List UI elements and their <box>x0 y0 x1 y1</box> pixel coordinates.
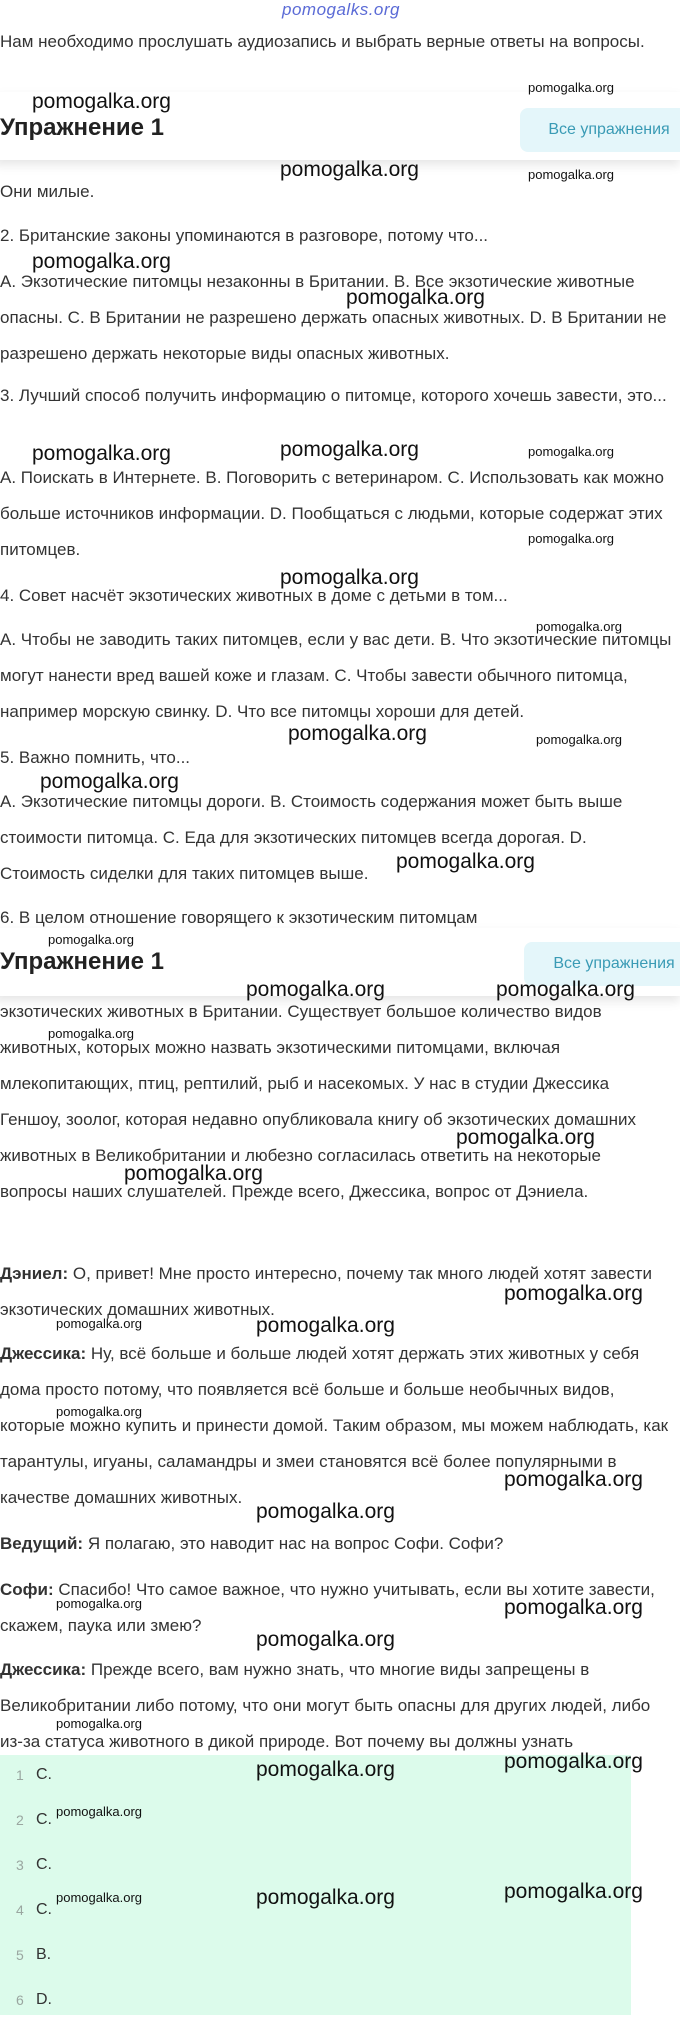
watermark: pomogalka.org <box>504 1596 643 1619</box>
answer-number: 2 <box>16 1812 24 1828</box>
watermark: pomogalka.org <box>280 438 419 461</box>
watermark: pomogalka.org <box>396 850 535 873</box>
answer-value: C. <box>36 1766 52 1783</box>
transcript-paragraph: экзотических животных в Британии. Существует большое количество видов животных, которых можно назвать экзотическими питомцами, включая млекопитающих, птиц, рептилий, рыб и насекомых. У нас в студии Джессика Геншоу, зоолог, которая недавно опубликовала книгу об экзотических домашних животных в Великобритании и любезно согласилась ответить на некоторые вопросы наших слушателей. Прежде всего, Джессика, вопрос от Дэниела. <box>0 1002 637 1201</box>
question-2-options: A. Экзотические питомцы незаконны в Британии. B. Все экзотические животные опасны. C. В Британии не разрешено держать опасных животных. D. В Британии не разрешено держать некоторые виды опасных животных. <box>0 272 667 363</box>
watermark: pomogalka.org <box>280 566 419 589</box>
watermark: pomogalka.org <box>56 1404 142 1419</box>
watermark: pomogalka.org <box>536 619 622 634</box>
watermark: pomogalka.org <box>32 442 171 465</box>
watermark: pomogalka.org <box>536 732 622 747</box>
speaker-name: Софи: <box>0 1580 54 1599</box>
watermark: pomogalka.org <box>280 158 419 181</box>
answer-row <box>0 1935 631 1980</box>
answer-value: B. <box>36 1946 52 1963</box>
watermark: pomogalka.org <box>56 1596 142 1611</box>
answer-value: C. <box>36 1811 52 1828</box>
intro-text: Нам необходимо прослушать аудиозапись и выбрать верные ответы на вопросы. <box>0 32 645 51</box>
answer-number: 5 <box>16 1947 24 1963</box>
speaker-text: Прежде всего, вам нужно знать, что многие виды запрещены в Великобритании либо потому, что они могут быть опасны для других людей, либо из-за статуса животного в дикой природе. Вот почему вы должны узнать <box>0 1660 651 1751</box>
answer-value: C. <box>36 1901 52 1918</box>
question-4-options: A. Чтобы не заводить таких питомцев, если у вас дети. B. Что экзотические питомцы могут нанести вред вашей коже и глазам. C. Чтобы завести обычного питомца, например морскую свинку. D. Что все питомцы хороши для детей. <box>0 630 672 721</box>
watermark: pomogalka.org <box>56 1804 142 1819</box>
speaker-text: Я полагаю, это наводит нас на вопрос Софи. Софи? <box>83 1534 504 1553</box>
watermark: pomogalka.org <box>256 1500 395 1523</box>
watermark: pomogalka.org <box>40 770 179 793</box>
watermark: pomogalka.org <box>256 1886 395 1909</box>
speaker-name: Джессика: <box>0 1660 87 1679</box>
watermark: pomogalka.org <box>528 80 614 95</box>
watermark: pomogalka.org <box>528 531 614 546</box>
answer-value: D. <box>36 1991 52 2008</box>
question-5: 5. Важно помнить, что... <box>0 748 191 767</box>
question-4: 4. Совет насчёт экзотических животных в доме с детьми в том... <box>0 586 508 605</box>
question-1-tail: Они милые. <box>0 182 95 201</box>
watermark: pomogalka.org <box>528 444 614 459</box>
exercise-title: Упражнение 1 <box>0 114 164 141</box>
speaker-text: О, привет! Мне просто интересно, почему так много людей хотят завести экзотических домашних животных. <box>0 1264 652 1319</box>
watermark: pomogalka.org <box>256 1628 395 1651</box>
answer-row <box>0 1980 631 2025</box>
watermark: pomogalka.org <box>256 1314 395 1337</box>
answer-number: 4 <box>16 1902 24 1918</box>
speaker-text: Ну, всё больше и больше людей хотят держать этих животных у себя дома просто потому, что появляется всё больше и больше необычных видов, которые можно купить и принести домой. Таким образом, мы можем наблюдать, как тарантулы, игуаны, саламандры и змеи становятся всё более популярными в качестве домашних животных. <box>0 1344 669 1507</box>
question-3: 3. Лучший способ получить информацию о питомце, которого хочешь завести, это... <box>0 386 667 405</box>
answer-number: 6 <box>16 1992 24 2008</box>
question-2: 2. Британские законы упоминаются в разговоре, потому что... <box>0 226 489 245</box>
watermark: pomogalka.org <box>288 722 427 745</box>
question-3-options: A. Поискать в Интернете. B. Поговорить с ветеринаром. C. Использовать как можно больше источников информации. D. Пообщаться с людьми, которые содержат этих питомцев. <box>0 468 664 559</box>
watermark: pomogalka.org <box>504 1282 643 1305</box>
watermark: pomogalka.org <box>504 1750 643 1773</box>
watermark: pomogalka.org <box>246 978 385 1001</box>
watermark: pomogalka.org <box>48 1026 134 1041</box>
answer-number: 1 <box>16 1767 24 1783</box>
watermark: pomogalka.org <box>56 1890 142 1905</box>
speaker-name: Джессика: <box>0 1344 87 1363</box>
question-5-options: A. Экзотические питомцы дороги. B. Стоимость содержания может быть выше стоимости питомца. C. Еда для экзотических питомцев всегда дорогая. D. Стоимость сиделки для таких питомцев выше. <box>0 792 623 883</box>
transcript-jessica-2 <box>0 1652 672 1760</box>
watermark: pomogalka.org <box>456 1126 595 1149</box>
watermark: pomogalka.org <box>56 1316 142 1331</box>
watermark: pomogalka.org <box>346 286 485 309</box>
watermark: pomogalka.org <box>48 932 134 947</box>
watermark: pomogalka.org <box>56 1716 142 1731</box>
exercise-title: Упражнение 1 <box>0 948 164 975</box>
answer-value: C. <box>36 1856 52 1873</box>
all-exercises-button[interactable]: Все упражнения <box>524 942 680 986</box>
watermark: pomogalka.org <box>124 1162 263 1185</box>
answer-number: 3 <box>16 1857 24 1873</box>
watermark: pomogalka.org <box>504 1880 643 1903</box>
speaker-name: Дэниел: <box>0 1264 69 1283</box>
watermark: pomogalka.org <box>496 978 635 1001</box>
watermark: pomogalka.org <box>504 1468 643 1491</box>
watermark: pomogalka.org <box>32 250 171 273</box>
watermark: pomogalka.org <box>528 167 614 182</box>
site-watermark-top: pomogalks.org <box>282 0 401 19</box>
watermark: pomogalka.org <box>256 1758 395 1781</box>
question-6: 6. В целом отношение говорящего к экзотическим питомцам <box>0 908 478 927</box>
speaker-text: Спасибо! Что самое важное, что нужно учитывать, если вы хотите завести, скажем, паука или змею? <box>0 1580 655 1635</box>
speaker-name: Ведущий: <box>0 1534 84 1553</box>
transcript-host <box>0 1526 672 1562</box>
watermark: pomogalka.org <box>32 90 171 113</box>
all-exercises-button[interactable]: Все упражнения <box>520 108 680 152</box>
